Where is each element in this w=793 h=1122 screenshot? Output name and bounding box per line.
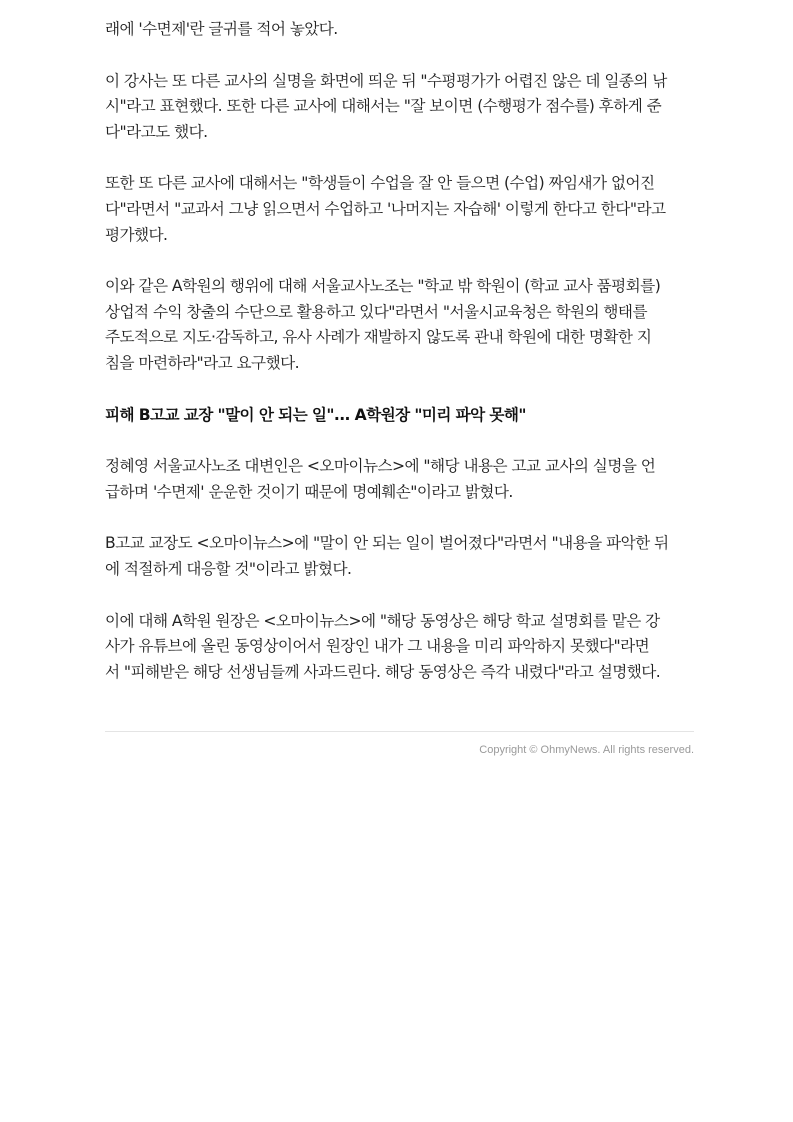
article-footer [105,731,694,756]
article-paragraph: 이에 대해 A학원 원장은 <오마이뉴스>에 "해당 동영상은 해당 학교 설명회를 맡은 강 사가 유튜브에 올린 동영상이어서 원장인 내가 그 내용을 미리 파악하지 못했다"라면 서 "피해받은 해당 선생님들께 사과드린다. 해당 동영상은 즉각 내렸다"라고 설명했다. [105,611,661,681]
copyright-notice: Copyright © OhmyNews. All rights reserved. [479,744,694,756]
article-paragraph: 이 강사는 또 다른 교사의 실명을 화면에 띄운 뒤 "수평평가가 어렵진 않은 데 일종의 낚 시"라고 표현했다. 또한 다른 교사에 대해서는 "잘 보이면 (수행평가 점수를) 후하게 준 다"라고도 했다. [105,71,667,141]
article-paragraph: 이와 같은 A학원의 행위에 대해 서울교사노조는 "학교 밖 학원이 (학교 교사 품평회를) 상업적 수익 창출의 수단으로 활용하고 있다"라면서 "서울시교육청은 학원의 행태를 주도적으로 지도·감독하고, 유사 사례가 재발하지 않도록 관내 학원에 대한 명확한 지 침을 마련하라"라고 요구했다. [105,277,661,372]
article-paragraph: B고교 교장도 <오마이뉴스>에 "말이 안 되는 일이 벌어졌다"라면서 "내용을 파악한 뒤 에 적절하게 대응할 것"이라고 밝혔다. [105,534,669,578]
article-body [105,17,695,711]
article-subheading: 피해 B고교 교장 "말이 안 되는 일"... A학원장 "미리 파악 못해" [105,405,526,424]
article-paragraph: 정혜영 서울교사노조 대변인은 <오마이뉴스>에 "해당 내용은 고교 교사의 실명을 언 급하며 '수면제' 운운한 것이기 때문에 명예훼손"이라고 밝혔다. [105,457,656,501]
article-paragraph: 래에 '수면제'란 글귀를 적어 놓았다. [105,20,338,38]
article-paragraph: 또한 또 다른 교사에 대해서는 "학생들이 수업을 잘 안 들으면 (수업) 짜임새가 없어진 다"라면서 "교과서 그냥 읽으면서 수업하고 '나머지는 자습해' 이렇게 한다고 한다"라고 평가했다. [105,174,666,244]
